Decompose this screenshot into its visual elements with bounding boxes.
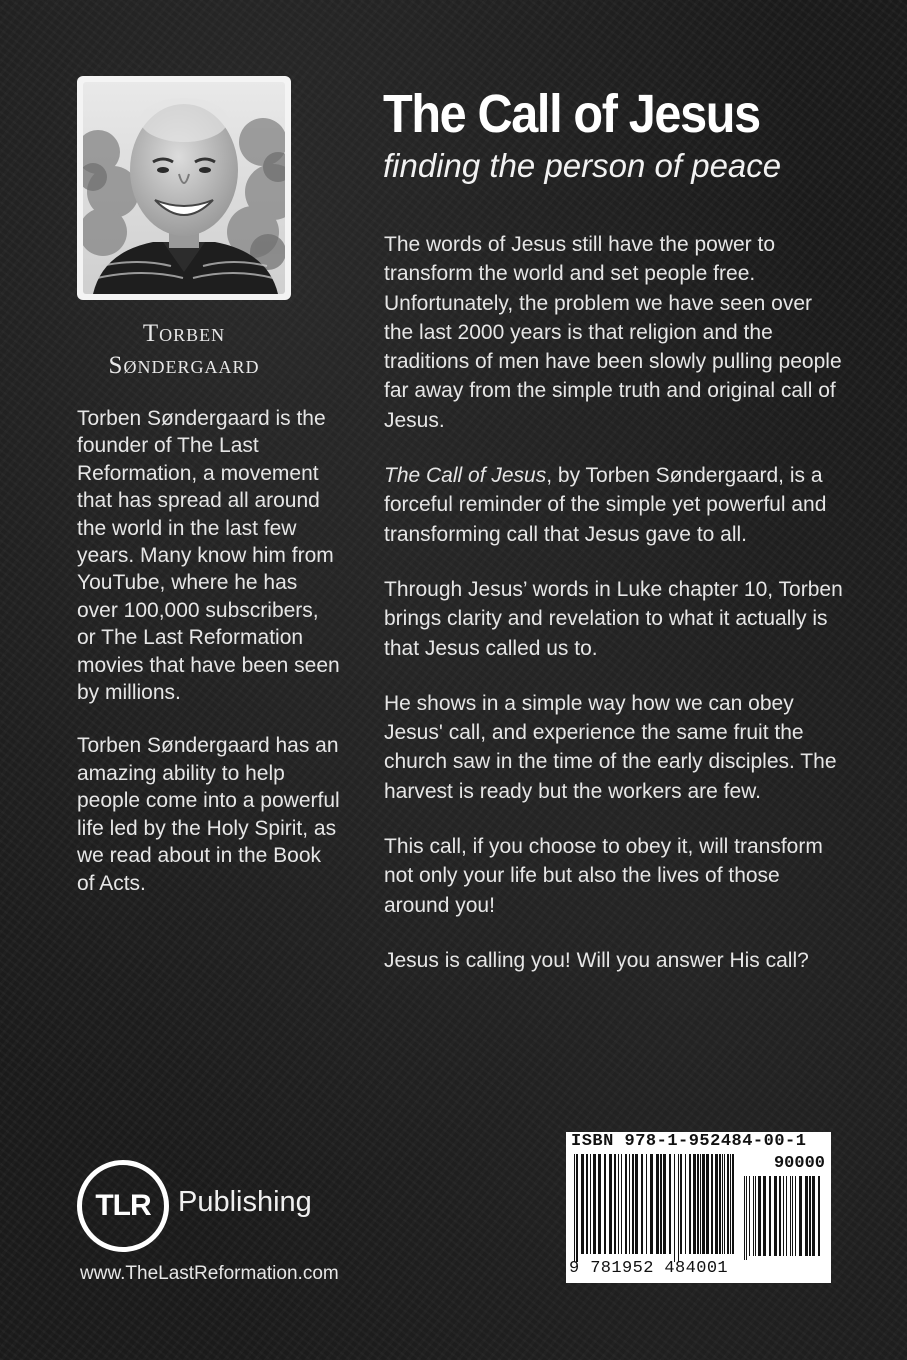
isbn-barcode: [566, 1132, 831, 1283]
price-code: 90000: [773, 1154, 825, 1173]
barcode-bar: [593, 1154, 596, 1254]
barcode-bar: [650, 1154, 653, 1254]
logo-text: TLR: [95, 1189, 151, 1222]
barcode-bar: [574, 1154, 575, 1262]
barcode-bar: [598, 1154, 601, 1254]
barcode-bar: [812, 1176, 815, 1256]
barcode-bar: [769, 1176, 771, 1256]
description-paragraph: The words of Jesus still have the power to transform the world and set people free. Unfortunately, the problem we have seen over the last 2000 years is that religion and the traditions of men have been slowly pulling people far away from the simple truth and original call of Jesus.: [384, 233, 842, 432]
barcode-bar: [614, 1154, 616, 1254]
barcode-bar: [680, 1154, 682, 1254]
author-name-line1: Torben: [142, 320, 226, 347]
barcode-bar: [590, 1154, 591, 1254]
barcode-bar: [724, 1154, 725, 1254]
barcode-bar: [697, 1154, 699, 1254]
bio-paragraph: Torben Søndergaard has an amazing ability to help people come into a powerful life led by the Holy Spirit, as we read about in the Book of Acts.: [77, 734, 340, 895]
description-paragraph: Through Jesus’ words in Luke chapter 10, Torben brings clarity and revelation to what it actually is that Jesus called us to.: [384, 577, 843, 660]
barcode-bar: [646, 1154, 647, 1254]
book-description: [384, 230, 844, 1001]
barcode-bar: [805, 1176, 808, 1256]
barcode-bar: [719, 1154, 721, 1254]
barcode-digits: 9 781952 484001: [569, 1259, 729, 1278]
barcode-bar: [795, 1176, 796, 1256]
barcode-bar: [660, 1154, 662, 1254]
barcode-bar: [700, 1154, 701, 1254]
book-subtitle: finding the person of peace: [383, 147, 782, 184]
barcode-bar: [753, 1176, 754, 1256]
barcode-bar: [621, 1154, 622, 1254]
barcode-bar: [689, 1154, 691, 1254]
barcode-bar: [581, 1154, 584, 1254]
barcode-bar: [635, 1154, 638, 1254]
barcode-bar: [576, 1154, 578, 1262]
barcode-bar: [693, 1154, 696, 1254]
barcode-bar: [629, 1154, 630, 1254]
description-paragraph: This call, if you choose to obey it, will transform not only your life but also the lives of those around you!: [384, 835, 823, 917]
book-title: The Call of Jesus: [383, 84, 760, 144]
author-photo-frame: [77, 76, 291, 300]
barcode-bar: [663, 1154, 666, 1254]
barcode-bar: [799, 1176, 802, 1256]
barcode-bar: [744, 1176, 745, 1260]
barcode-bar: [749, 1176, 750, 1256]
isbn-label: ISBN 978-1-952484-00-1: [571, 1132, 807, 1151]
barcode-bar: [632, 1154, 634, 1254]
barcode-bar: [758, 1176, 761, 1256]
barcode-bar: [774, 1176, 777, 1256]
barcode-bar: [715, 1154, 718, 1254]
barcode-bar: [779, 1176, 781, 1256]
barcode-bar: [763, 1176, 766, 1256]
barcode-bar: [625, 1154, 627, 1254]
barcode-bar: [792, 1176, 793, 1256]
barcode-bar: [746, 1176, 747, 1260]
description-paragraph: He shows in a simple way how we can obey Jesus' call, and experience the same fruit the church saw in the time of the early disciples. The harvest is ready but the workers are few.: [384, 691, 837, 803]
barcode-bar: [711, 1154, 713, 1254]
barcode-bar: [809, 1176, 811, 1256]
barcode-bar: [722, 1154, 723, 1254]
barcode-bar: [656, 1154, 659, 1254]
barcode-bar: [674, 1154, 675, 1262]
tlr-logo: [77, 1160, 169, 1252]
bio-paragraph: Torben Søndergaard is the founder of The Last Reformation, a movement that has spread all around the world in the last few years. Many know him from YouTube, where he has over 100,000 subscribers, or The Last Reformation movies that have been seen by millions.: [77, 407, 340, 705]
author-bio: [77, 405, 342, 923]
author-name-line2: Søndergaard: [108, 352, 260, 379]
publisher-website: www.TheLastReformation.com: [80, 1263, 339, 1284]
title-reference: The Call of Jesus: [384, 464, 547, 488]
description-paragraph: Jesus is calling you! Will you answer His call?: [384, 948, 809, 972]
barcode-bar: [730, 1154, 731, 1254]
author-name: [77, 318, 291, 382]
barcode-bar: [790, 1176, 791, 1256]
barcode-bar: [641, 1154, 643, 1254]
barcode-bar: [727, 1154, 729, 1254]
author-photo: [83, 82, 285, 294]
barcode-bar: [685, 1154, 686, 1254]
barcode-bar: [818, 1176, 820, 1256]
barcode-bar: [783, 1176, 784, 1256]
barcode-bar: [618, 1154, 619, 1254]
barcode-bar: [586, 1154, 588, 1254]
barcode-bar: [604, 1154, 606, 1254]
publisher-name: Publishing: [178, 1186, 312, 1218]
barcode-bar: [755, 1176, 756, 1256]
barcode-bar: [702, 1154, 705, 1254]
addon-barcode-bars: [742, 1176, 824, 1264]
barcode-bar: [786, 1176, 787, 1256]
description-paragraph: [384, 461, 844, 549]
barcode-bar: [609, 1154, 612, 1254]
description-text: , by Torben Søndergaard, is a forceful reminder of the simple yet powerful and transforming call that Jesus gave to all.: [384, 464, 827, 546]
barcode-bar: [732, 1154, 734, 1254]
barcode-bar: [678, 1154, 679, 1262]
barcode-bar: [706, 1154, 709, 1254]
barcode-bar: [669, 1154, 671, 1254]
